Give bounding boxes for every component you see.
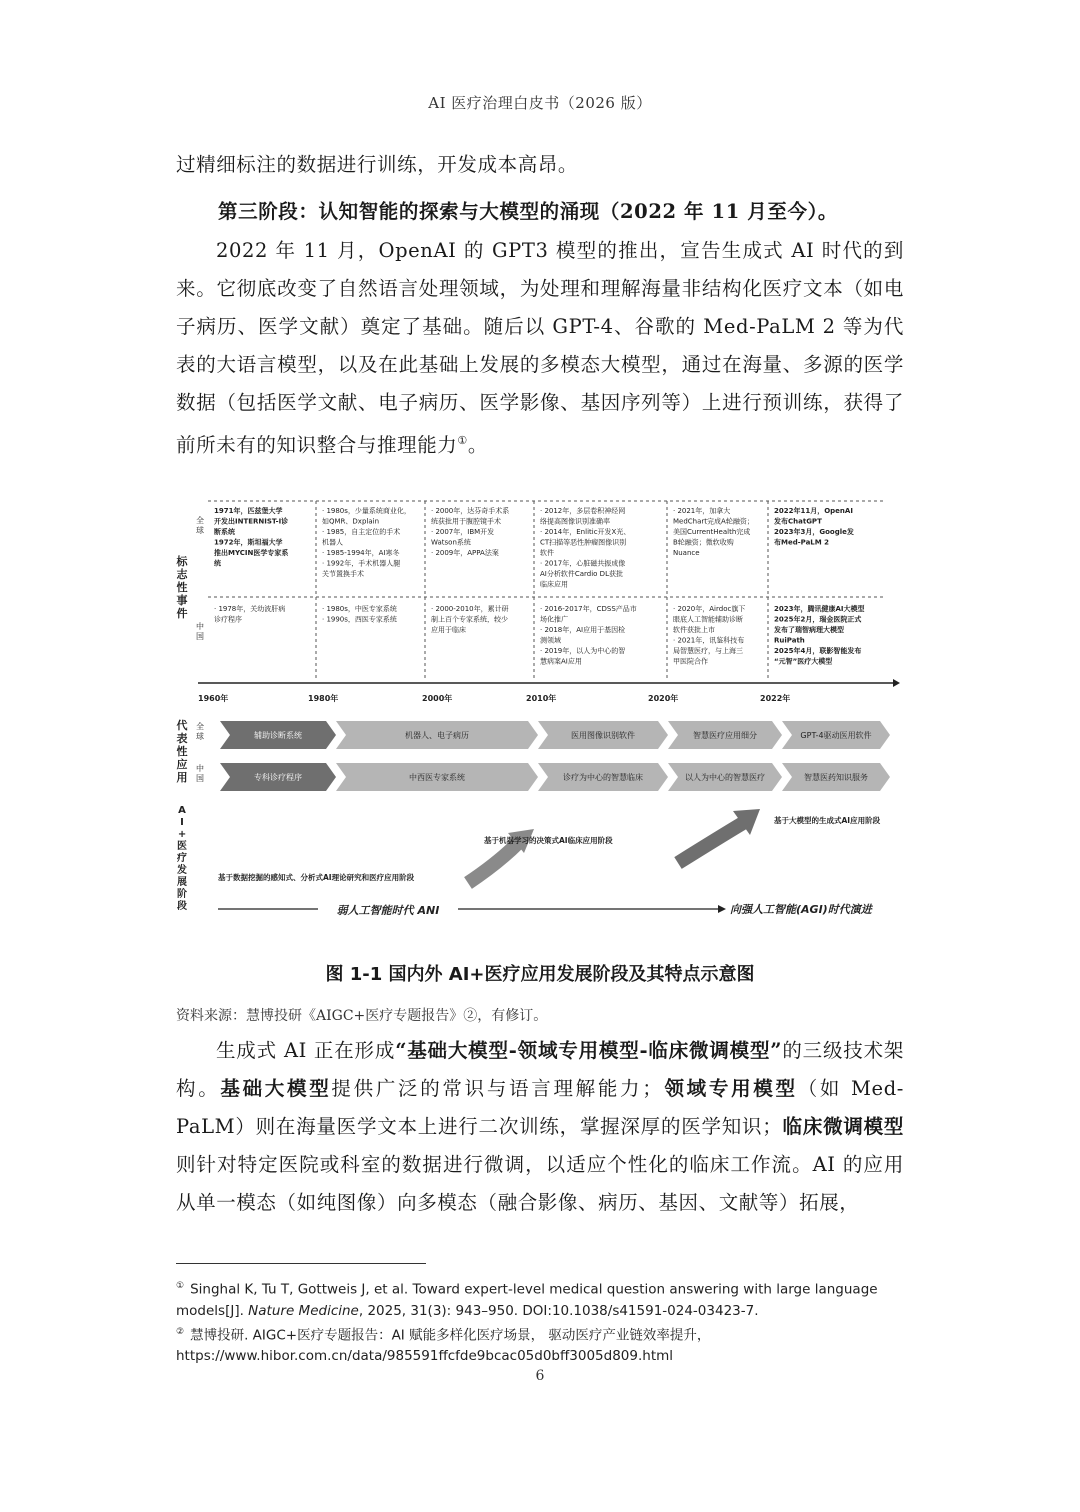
global-event-2: · 1985-1994年，AI寒冬	[322, 549, 400, 557]
year-axis-arrowhead	[893, 679, 900, 687]
year-label: 1980年	[308, 694, 339, 703]
china-event-2: · 1990s，西医专家系统	[322, 615, 397, 624]
global-event-5: 美国CurrentHealth完成	[673, 528, 751, 536]
global-event-4: 临床应用	[540, 580, 568, 589]
events-row-label: 件	[176, 607, 188, 620]
footnote-1	[176, 1276, 916, 1322]
footnote-2-url[interactable]: https://www.hibor.com.cn/data/985591ffcfde9bcac05d0bff3005d809.html	[176, 1348, 674, 1364]
global-app-label: 全	[196, 722, 204, 731]
china-event-1: 诊疗程序	[214, 615, 242, 624]
p4-text-a: 生成式 AI 正在形成	[216, 1039, 396, 1062]
china-app-label: 专科诊疗程序	[254, 773, 302, 782]
stages-row-label: I	[180, 817, 184, 828]
footnote-2-text: 慧博投研. AIGC+医疗专题报告：AI 赋能多样化医疗场景， 驱动医疗产业链效率提升，	[190, 1327, 711, 1343]
footnote-1-mark: ①	[176, 1281, 185, 1291]
global-event-1: 推出MYCIN医学专家系	[214, 549, 289, 557]
global-app-label: GPT-4驱动医用软件	[800, 731, 872, 740]
global-app-label: 医用图像识别软件	[571, 731, 635, 740]
global-event-6: 布Med-PaLM 2	[774, 538, 830, 547]
china-event-4: 测领域	[540, 636, 561, 645]
events-row-label: 志	[176, 568, 188, 581]
china-event-6: “元智”医疗大模型	[774, 657, 833, 666]
global-event-2: · 1992年，手术机器人腿	[322, 559, 401, 568]
global-event-2: 关节置换手术	[322, 570, 364, 578]
global-event-3: · 2009年，APPA法案	[431, 549, 499, 557]
china-event-6: 2023年，腾讯健康AI大模型	[774, 605, 865, 613]
p4-text-e: 提供广泛的常识与语言理解能力；	[331, 1077, 663, 1100]
global-event-4: 络提高图像识别准确率	[540, 517, 610, 526]
china-label: 中	[196, 622, 204, 631]
stages-row-label: 发	[177, 865, 187, 876]
global-event-1: 开发出INTERNIST-I诊	[214, 517, 289, 526]
global-event-1: 统	[214, 559, 221, 568]
global-event-5: Nuance	[673, 549, 700, 557]
global-event-2: 机器人	[322, 538, 343, 547]
global-event-6: 发布ChatGPT	[774, 517, 822, 526]
figure-1-1	[178, 493, 918, 923]
global-event-3: 统获批用于腹腔镜手术	[431, 517, 501, 526]
global-event-3: · 2007年，IBM开发	[431, 528, 495, 536]
global-event-3: Watson系统	[431, 538, 471, 547]
global-event-6: 2023年3月，Google发	[774, 528, 854, 536]
global-event-4: · 2014年，Enlitic开发X光、	[540, 528, 631, 536]
global-event-4: 软件	[540, 549, 554, 557]
paragraph-2-text: 2022 年 11 月，OpenAI 的 GPT3 模型的推出，宣告生成式 AI 时代的到来。它彻底改变了自然语言处理领域，为处理和理解海量非结构化医疗文本（如电子病历、医学文献）奠定了基础。随后以 GPT-4、谷歌的 Med-PaLM 2 等为代表的大语言模型，以及在此基础上发展的多模态大模型，通过在海量、多源的医学数据（包括医学文献、电子病历、医学影像、基因序列等）上进行预训练，获得了前所未有的知识整合与推理能力	[176, 239, 904, 457]
events-row-label: 标	[176, 555, 188, 568]
stages-row-label: 医	[177, 841, 187, 852]
global-event-5: · 2021年，加拿大	[673, 507, 731, 515]
p4-bold-foundation: 基础大模型	[220, 1077, 332, 1100]
china-event-6: 2025年4月，联影智能发布	[774, 647, 862, 655]
china-event-5: · 2020年，Airdoc旗下	[673, 605, 746, 613]
global-event-4: CT扫描等恶性肿瘤图像识别	[540, 538, 627, 547]
stage1-curve-arrow	[468, 843, 518, 883]
stages-row-label: 疗	[177, 853, 187, 864]
footnote-1-journal: Nature Medicine	[248, 1302, 359, 1319]
stages-row-label: 展	[177, 877, 187, 888]
china-event-4: · 2016-2017年，CDSS产品市	[540, 605, 637, 613]
stage1-label: 基于数据挖掘的感知式、分析式AI理论研究和医疗应用阶段	[218, 873, 415, 882]
china-event-6: RuiPath	[774, 636, 805, 645]
china-app-label: 诊疗为中心的智慧临床	[563, 773, 643, 782]
global-event-5: MedChart完成A轮融资；	[673, 517, 754, 526]
global-event-4: · 2012年，多层卷积神经网	[540, 507, 626, 515]
p4-text-g: （如 Med-PaLM）则在海量医学文本上进行二次训练，掌握深厚的医学知识；	[176, 1077, 904, 1138]
stage3-heading: 第三阶段：认知智能的探索与大模型的涌现（2022 年 11 月至今）。	[218, 200, 839, 223]
global-event-3: · 2000年，达芬奇手术系	[431, 507, 510, 515]
footnote-2-mark: ②	[176, 1326, 185, 1337]
figure-caption: 图 1-1 国内外 AI+医疗应用发展阶段及其特点示意图	[325, 964, 755, 985]
china-app-label: 中	[196, 764, 204, 773]
stages-row-label: 阶	[177, 889, 187, 900]
footnote-2	[176, 1322, 916, 1347]
global-app-label: 辅助诊断系统	[254, 731, 302, 740]
timeline-diagram	[178, 493, 918, 923]
stage3-label: 基于大模型的生成式AI应用阶段	[774, 816, 881, 825]
china-label: 国	[196, 632, 204, 641]
china-event-5: · 2021年，讯鉴科技布	[673, 636, 745, 645]
footnote-1-text-end: , 2025, 31(3): 943–950. DOI:10.1038/s41591-024-03423-7.	[358, 1302, 759, 1319]
stages-row-label: A	[178, 805, 186, 816]
stages-row-label: +	[177, 829, 187, 840]
china-app-label: 国	[196, 774, 204, 783]
footnotes	[176, 1276, 916, 1367]
stage2-label: 基于机器学习的决策式AI临床应用阶段	[484, 836, 613, 845]
global-app-label: 智慧医疗应用细分	[693, 731, 757, 740]
global-event-2: 如QMR、Dxplain	[322, 517, 380, 526]
china-event-5: 甲医院合作	[673, 657, 708, 666]
figure-source: 资料来源：慧博投研《AIGC+医疗专题报告》②，有修订。	[176, 1008, 548, 1024]
china-event-5: 局智慧医疗，与上海三	[673, 647, 743, 655]
apps-row-label: 表	[176, 732, 188, 745]
global-event-1: 1972年，斯坦福大学	[214, 538, 283, 547]
footnote-divider	[176, 1263, 426, 1264]
stages-row-label: 段	[177, 901, 187, 912]
global-event-4: · 2017年，心脏磁共振成像	[540, 559, 626, 568]
p4-text-c: 的三级技术架构。	[176, 1039, 904, 1100]
year-label: 2010年	[526, 694, 557, 703]
stage2-curve-arrow	[678, 823, 743, 863]
paragraph-2-end: 。	[467, 433, 488, 457]
global-event-2: · 1980s，少量系统商业化，	[322, 507, 411, 515]
footnote-1-text: Singhal K, Tu T, Gottweis J, et al. Toward expert-level medical question answering with large language models[J].	[176, 1281, 878, 1319]
events-row-label: 性	[176, 581, 188, 594]
china-event-2: · 1980s，中医专家系统	[322, 605, 397, 613]
china-app-label: 中西医专家系统	[409, 773, 465, 782]
apps-row-label: 性	[176, 745, 188, 758]
year-label: 2020年	[648, 694, 679, 703]
china-event-3: 应用于临床	[431, 626, 466, 634]
global-event-4: AI分析软件Cardio DL获批	[540, 570, 623, 578]
global-app-label: 机器人、电子病历	[405, 731, 469, 740]
footnote-ref-1[interactable]: ①	[457, 434, 468, 447]
china-event-4: · 2019年，以人为中心的智	[540, 647, 626, 655]
weak-ai-label: 弱人工智能时代 ANI	[336, 904, 440, 917]
china-app-label: 以人为中心的智慧医疗	[685, 773, 765, 782]
era-arrowhead	[718, 905, 726, 913]
global-label: 全	[196, 516, 204, 525]
year-label: 2000年	[422, 694, 453, 703]
global-app-label: 球	[196, 732, 204, 741]
china-event-3: · 2000-2010年，累计研	[431, 605, 509, 613]
strong-ai-label: 向强人工智能(AGI)时代演进	[730, 903, 872, 916]
global-event-5: B轮融资；微软收购	[673, 538, 734, 547]
china-event-5: 眼底人工智能辅助诊断	[673, 615, 743, 624]
year-label: 2022年	[760, 694, 791, 703]
china-event-5: 软件获批上市	[673, 626, 715, 634]
china-event-4: 慧病案AI应用	[540, 657, 582, 666]
events-row-label: 事	[176, 594, 188, 607]
global-event-1: 1971年，匹兹堡大学	[214, 507, 283, 515]
year-label: 1960年	[198, 694, 229, 703]
global-label: 球	[196, 526, 204, 535]
p4-bold-domain: 领域专用模型	[662, 1077, 798, 1100]
paragraph-4	[176, 1032, 904, 1222]
paragraph-1: 过精细标注的数据进行训练，开发成本高昂。	[176, 153, 579, 176]
china-event-4: · 2018年，AI应用于基因检	[540, 626, 626, 634]
p4-bold-clinical: 临床微调模型	[782, 1115, 904, 1138]
paragraph-2	[176, 232, 904, 465]
china-event-3: 制上百个专家系统，较少	[431, 615, 508, 624]
global-event-6: 2022年11月，OpenAI	[774, 507, 853, 515]
china-event-1: · 1978年，关幼波肝病	[214, 605, 286, 613]
china-event-4: 场化推广	[540, 615, 568, 624]
global-event-1: 断系统	[214, 528, 235, 536]
p4-text-i: 则针对特定医院或科室的数据进行微调，以适应个性化的临床工作流。AI 的应用从单一模态（如纯图像）向多模态（融合影像、病历、基因、文献等）拓展，	[176, 1153, 904, 1214]
china-app-label: 智慧医药知识服务	[804, 773, 868, 782]
running-header: AI 医疗治理白皮书（2026 版）	[428, 94, 652, 112]
apps-row-label: 应	[176, 758, 188, 771]
global-event-2: · 1985，自主定位的手术	[322, 528, 401, 536]
p4-bold-architecture: “基础大模型-领域专用模型-临床微调模型”	[395, 1039, 783, 1062]
apps-row-label: 代	[176, 719, 188, 732]
apps-row-label: 用	[176, 771, 188, 784]
china-event-6: 2025年2月，瑞金医院正式	[774, 615, 862, 624]
china-event-6: 发布了瑞智病理大模型	[774, 626, 844, 634]
page-number: 6	[535, 1368, 545, 1384]
